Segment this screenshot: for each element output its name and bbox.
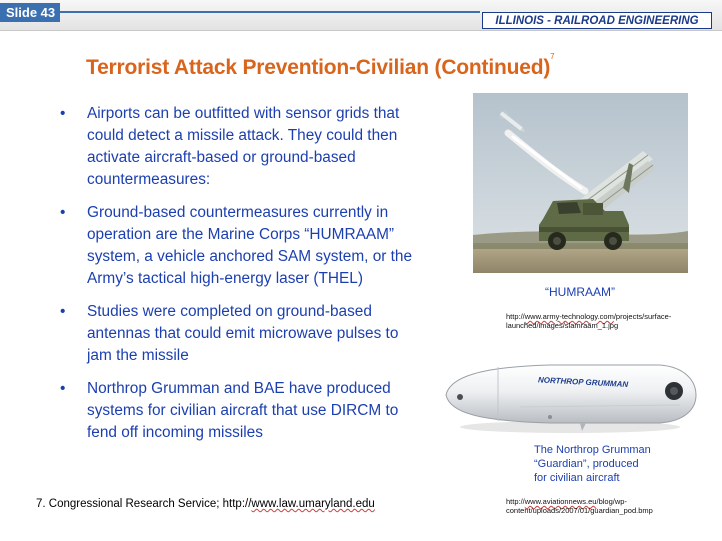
- footnote-text: 7. Congressional Research Service; http://: [36, 498, 252, 510]
- bullet-dot: •: [60, 105, 66, 122]
- header-bar: [0, 0, 722, 31]
- pod-label: NORTHROP GRUMMAN: [537, 375, 629, 390]
- guardian-caption-line: The Northrop Grumman: [534, 444, 651, 456]
- bullet-list: [56, 103, 416, 455]
- guardian-caption-line: “Guardian”, produced: [534, 458, 639, 470]
- bullet-dot: •: [60, 380, 66, 397]
- humraam-photo: [473, 93, 688, 273]
- bullet-text: Studies were completed on ground-based antennas that could emit microwave pulses to jam the missile: [87, 303, 399, 364]
- bullet-item: [56, 202, 416, 290]
- guardian-caption: [534, 443, 674, 485]
- humraam-source: [506, 312, 706, 330]
- guardian-source: [506, 497, 706, 515]
- bullet-item: [56, 301, 416, 367]
- bullet-text: Northrop Grumman and BAE have produced systems for civilian aircraft that use DIRCM to fend off incoming missiles: [87, 380, 399, 441]
- bullet-dot: •: [60, 303, 66, 320]
- header-rule: [60, 11, 480, 13]
- bullet-item: [56, 103, 416, 191]
- slide-title: [86, 52, 646, 80]
- footnote-link[interactable]: www.law.umaryland.edu: [251, 498, 375, 510]
- humraam-source-link[interactable]: www.army-technology.com: [524, 312, 614, 321]
- title-footnote-ref: 7: [550, 52, 555, 61]
- course-banner: ILLINOIS - RAILROAD ENGINEERING: [482, 12, 712, 29]
- pod-body: [446, 365, 696, 423]
- bullet-item: [56, 378, 416, 444]
- slide-number-tab: Slide 43: [0, 3, 60, 22]
- bullet-text: Airports can be outfitted with sensor grids that could detect a missile attack. They could then activate aircraft-based or ground-based countermeasures:: [87, 105, 400, 188]
- humraam-source-rest: /projects/surface-launched/images/slamraam_1.jpg: [506, 312, 672, 330]
- guardian-source-link[interactable]: www.aviationnews.eu: [524, 497, 597, 506]
- bullet-dot: •: [60, 204, 66, 221]
- guardian-pod-photo: [440, 357, 698, 437]
- guardian-source-prefix: http://: [506, 497, 525, 506]
- bullet-text: Ground-based countermeasures currently in operation are the Marine Corps “HUMRAAM” system, a vehicle anchored SAM system, or the Army’s tactical high-energy laser (THEL): [87, 204, 413, 287]
- guardian-caption-line: for civilian aircraft: [534, 472, 620, 484]
- humraam-source-prefix: http://: [506, 312, 525, 321]
- guardian-source-rest: /blog/wp-content/uploads/2007/01/guardian_pod.bmp: [506, 497, 653, 515]
- footnote: [36, 498, 375, 510]
- humraam-caption: “HUMRAAM”: [545, 285, 615, 299]
- slide-title-text: Terrorist Attack Prevention-Civilian (Continued): [86, 56, 551, 79]
